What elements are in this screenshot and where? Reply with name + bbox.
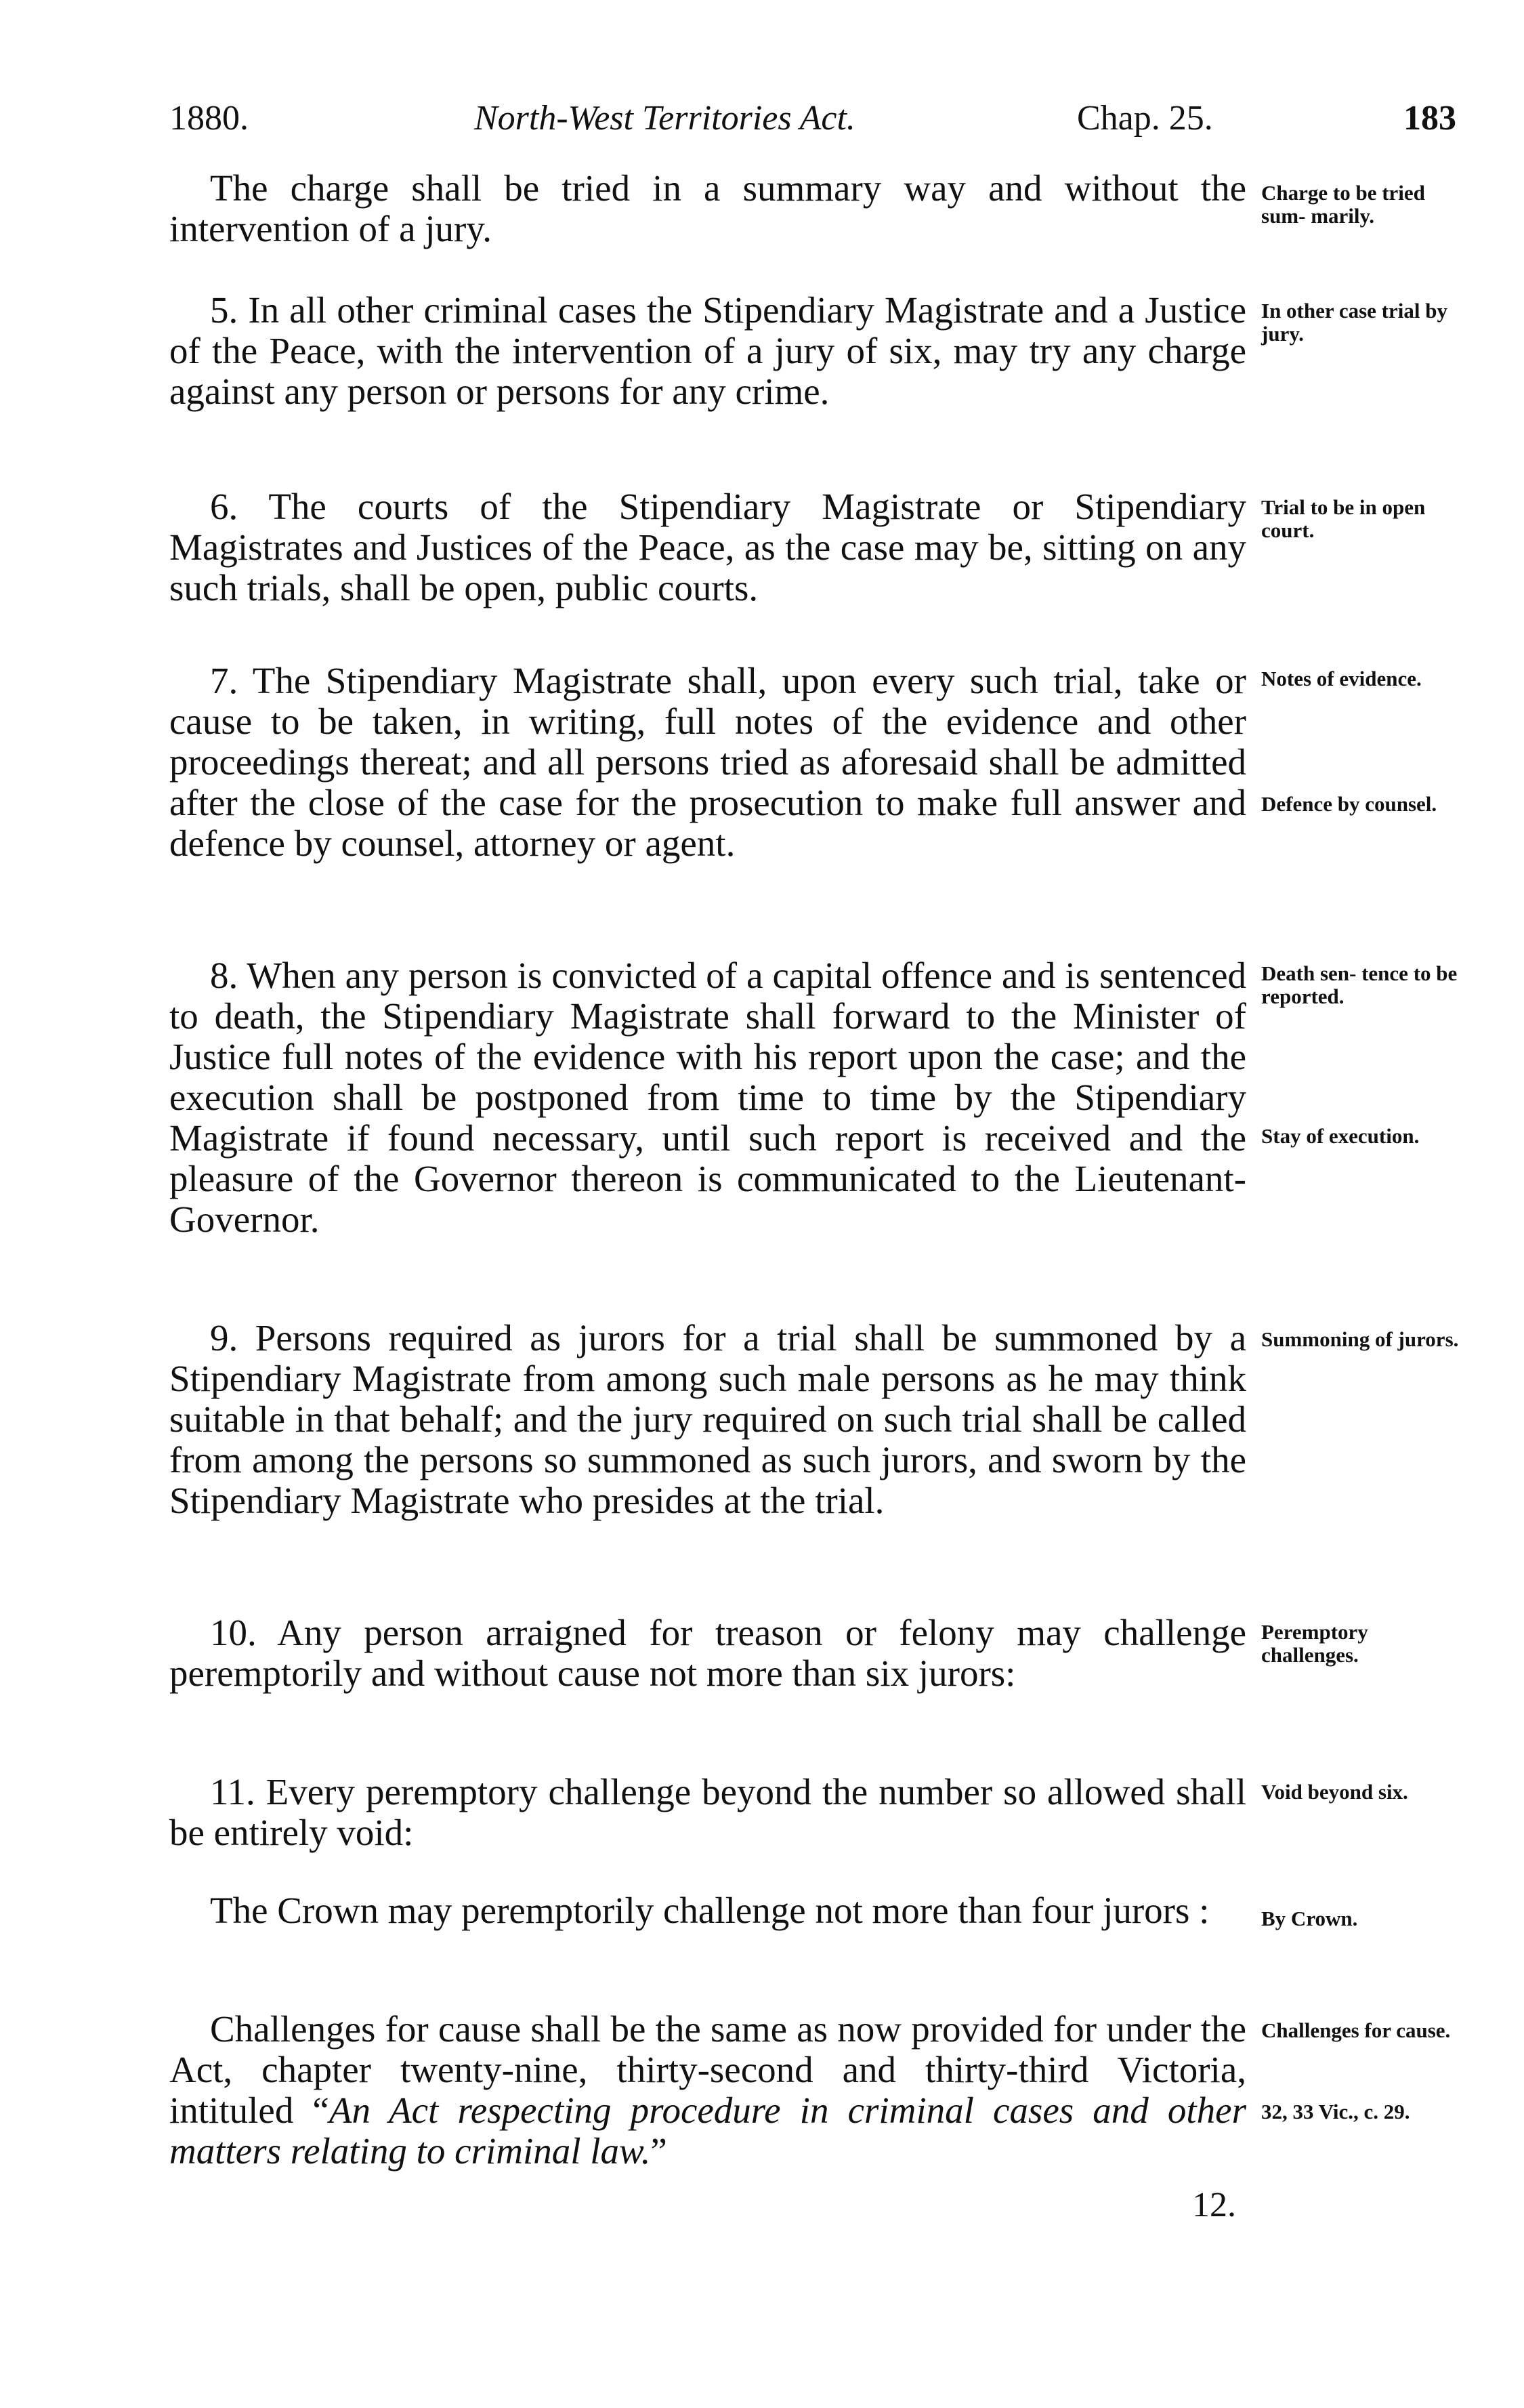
margin-note-section-5: In other case trial by jury.: [1261, 299, 1447, 346]
section-6: 6. The courts of the Stipendiary Magistrate or Stipendiary Magistrates and Justices of the Peace, as the case may be, sitting on any such trials, shall be open, public courts.: [169, 486, 1246, 608]
section-7: 7. The Stipendiary Magistrate shall, upon every such trial, take or cause to be taken, in writing, full notes of the evidence and other proceedings thereat; and all persons tried as aforesaid shall be admitted after the close of the case for the prosecution to make full answer and defence by counsel, attorney or agent.: [169, 660, 1246, 864]
margin-note-section-6: Trial to be in open court.: [1261, 495, 1426, 542]
margin-note-crown: By Crown.: [1261, 1907, 1358, 1930]
paragraph-crown-challenge: The Crown may peremptorily challenge not more than four jurors :: [210, 1890, 1210, 1931]
margin-note-cause: Challenges for cause.: [1261, 2018, 1451, 2042]
section-5: 5. In all other criminal cases the Stipendiary Magistrate and a Justice of the Peace, with the intervention of a jury of six, may try any charge against any person or persons for any crime.: [169, 289, 1246, 412]
margin-note-section-11: Void beyond six.: [1261, 1780, 1408, 1804]
act-title-italic: An Act respecting procedure in criminal cases and other matters relating to criminal law.: [169, 2090, 1246, 2172]
paragraph-challenges-for-cause: [169, 2009, 1246, 2172]
header-chapter: Chap. 25.: [1077, 99, 1213, 138]
paragraph-summary-trial: The charge shall be tried in a summary way and without the intervention of a jury.: [169, 167, 1246, 249]
margin-note-statute-ref: 32, 33 Vic., c. 29.: [1261, 2100, 1410, 2123]
running-header: [169, 95, 1456, 142]
section-10: 10. Any person arraigned for treason or felony may challenge peremptorily and without cause not more than six jurors:: [169, 1612, 1246, 1694]
margin-note-section-7a: Notes of evidence.: [1261, 667, 1422, 690]
margin-note-section-8b: Stay of execution.: [1261, 1124, 1420, 1148]
cause-text: Challenges for cause shall be the same as now provided for under the Act, chapter twenty-nine, thirty-second and thirty-third Victoria, intituled “: [169, 2008, 1246, 2131]
margin-note-section-10: Peremptory challenges.: [1261, 1620, 1368, 1667]
section-11: 11. Every peremptory challenge beyond the number so allowed shall be entirely void:: [169, 1771, 1246, 1853]
header-title: North-West Territories Act.: [474, 99, 855, 138]
section-9: 9. Persons required as jurors for a trial shall be summoned by a Stipendiary Magistrate from among such male persons as he may think suitable in that behalf; and the jury required on such trial shall be called from among the persons so summoned as such jurors, and sworn by the Stipendiary Magistrate who presides at the trial.: [169, 1317, 1246, 1521]
cause-close-quote: ”: [650, 2130, 667, 2172]
header-page-number: 183: [1403, 99, 1456, 138]
catchword: 12.: [1192, 2186, 1236, 2224]
section-8: 8. When any person is convicted of a capital offence and is sentenced to death, the Stipendiary Magistrate shall forward to the Minister of Justice full notes of the evidence with his report upon the case; and the execution shall be postponed from time to time by the Stipendiary Magistrate if found necessary, until such report is received and the pleasure of the Governor thereon is communicated to the Lieutenant-Governor.: [169, 955, 1246, 1240]
margin-note-section-9: Summoning of jurors.: [1261, 1327, 1459, 1351]
margin-note-section-8a: Death sen- tence to be reported.: [1261, 961, 1458, 1008]
header-year: 1880.: [169, 99, 249, 138]
margin-note-section-7b: Defence by counsel.: [1261, 792, 1437, 816]
margin-note-summary-trial: Charge to be tried sum- marily.: [1261, 181, 1425, 228]
